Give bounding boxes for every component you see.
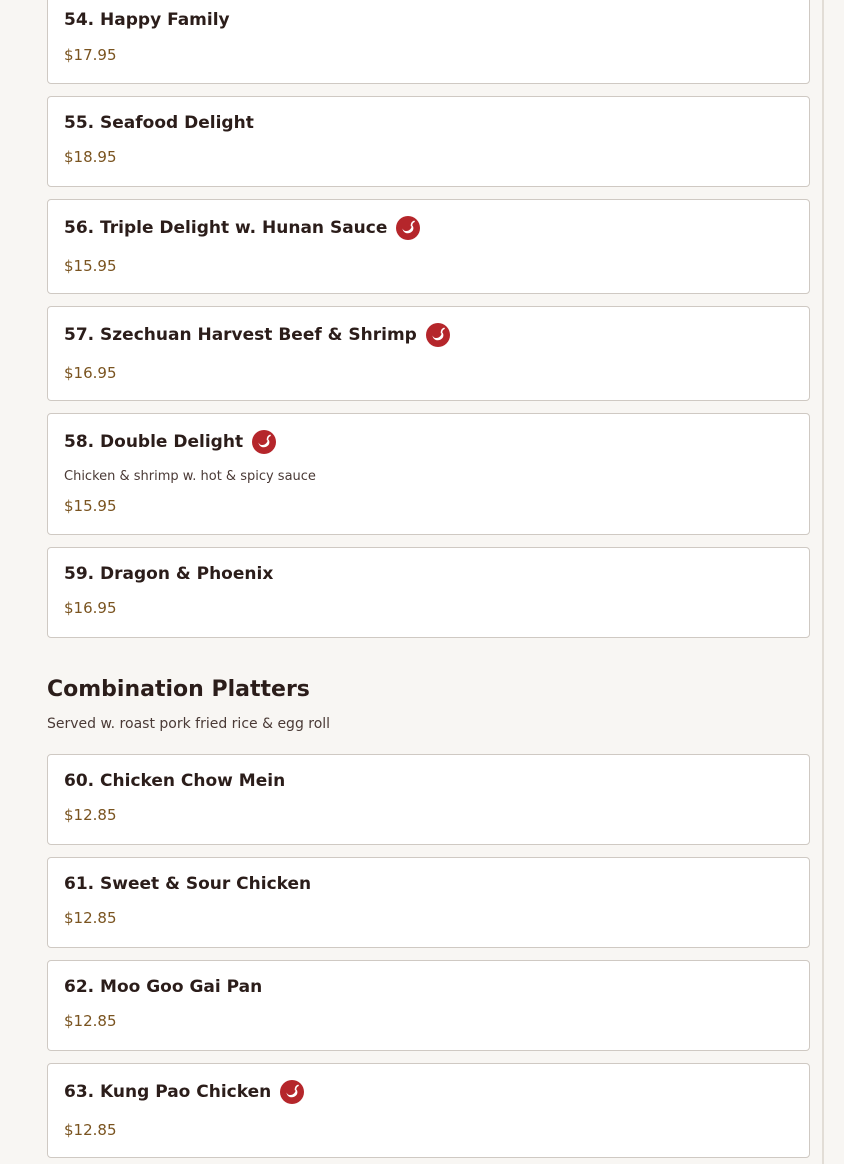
section-subtitle: Served w. roast pork fried rice & egg roll [47, 716, 331, 732]
menu-item-title [64, 430, 276, 454]
menu-item-name: 57. Szechuan Harvest Beef & Shrimp [64, 325, 417, 345]
menu-item-card[interactable] [47, 413, 810, 535]
menu-item-card[interactable] [47, 199, 810, 294]
menu-item-price: $17.95 [64, 46, 117, 64]
menu-item-price: $12.85 [64, 806, 117, 824]
menu-item-card[interactable] [47, 1063, 810, 1158]
menu-item-card[interactable] [47, 96, 810, 187]
menu-item-name: 56. Triple Delight w. Hunan Sauce [64, 218, 388, 238]
menu-item-name: 60. Chicken Chow Mein [64, 771, 286, 791]
menu-item-title [64, 873, 311, 895]
chili-pepper-icon [426, 323, 450, 347]
menu-item-name: 63. Kung Pao Chicken [64, 1082, 272, 1102]
menu-item-name: 54. Happy Family [64, 10, 230, 30]
menu-item-name: 55. Seafood Delight [64, 113, 254, 133]
menu-item-price: $12.85 [64, 909, 117, 927]
menu-item-price: $16.95 [64, 599, 117, 617]
chili-pepper-icon [280, 1080, 304, 1104]
menu-item-name: 62. Moo Goo Gai Pan [64, 977, 263, 997]
menu-item-title [64, 1080, 304, 1104]
menu-item-price: $15.95 [64, 497, 117, 515]
menu-item-title [64, 563, 273, 585]
menu-item-price: $18.95 [64, 148, 117, 166]
section-title: Combination Platters [47, 677, 310, 702]
menu-item-name: 61. Sweet & Sour Chicken [64, 874, 312, 894]
menu-item-name: 58. Double Delight [64, 432, 244, 452]
menu-item-price: $12.85 [64, 1012, 117, 1030]
menu-item-card[interactable] [47, 754, 810, 845]
menu-item-title [64, 976, 262, 998]
menu-item-card[interactable] [47, 857, 810, 948]
menu-item-title [64, 216, 420, 240]
menu-item-title [64, 323, 450, 347]
menu-item-card[interactable] [47, 0, 810, 84]
chili-pepper-icon [252, 430, 276, 454]
menu-item-description: Chicken & shrimp w. hot & spicy sauce [64, 469, 316, 484]
chili-pepper-icon [396, 216, 420, 240]
menu-item-price: $12.85 [64, 1121, 117, 1139]
menu-item-card[interactable] [47, 306, 810, 401]
menu-item-card[interactable] [47, 960, 810, 1051]
menu-item-title [64, 9, 230, 31]
menu-item-price: $16.95 [64, 364, 117, 382]
menu-item-title [64, 770, 285, 792]
menu-item-name: 59. Dragon & Phoenix [64, 564, 274, 584]
menu-item-title [64, 112, 254, 134]
menu-item-price: $15.95 [64, 257, 117, 275]
menu-item-card[interactable] [47, 547, 810, 638]
